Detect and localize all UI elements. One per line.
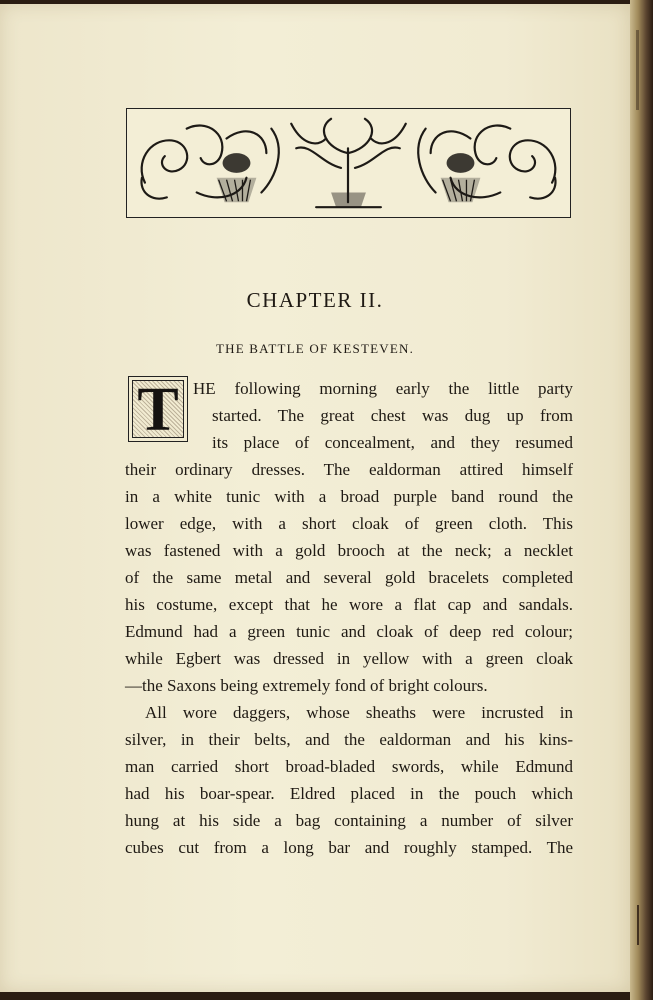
text-line: man carried short broad-bladed swords, while Edmund — [125, 757, 573, 776]
text-line: started. The great chest was dug up from — [212, 406, 573, 425]
text-line: Edmund had a green tunic and cloak of deep red colour; — [125, 622, 573, 641]
text-line: cubes cut from a long bar and roughly stamped. The — [125, 838, 573, 857]
chapter-subtitle: THE BATTLE OF KESTEVEN. — [215, 341, 415, 356]
page-edge — [630, 0, 653, 1000]
text-line: their ordinary dresses. The ealdorman attired himself — [125, 460, 573, 479]
drop-cap — [128, 376, 188, 442]
text-line: hung at his side a bag containing a number of silver — [125, 811, 573, 830]
text-line: of the same metal and several gold bracelets completed — [125, 568, 573, 587]
text-line: its place of concealment, and they resumed — [212, 433, 573, 452]
text-line: silver, in their belts, and the ealdorman and his kins- — [125, 730, 573, 749]
page-edge-mark — [637, 905, 639, 945]
text-line: All wore daggers, whose sheaths were incrusted in — [145, 703, 573, 722]
text-line: had his boar-spear. Eldred placed in the pouch which — [125, 784, 573, 803]
text-line: —the Saxons being extremely fond of bright colours. — [125, 676, 488, 695]
text-line: HE following morning early the little party — [193, 379, 573, 398]
page-edge-mark — [636, 30, 639, 110]
drop-cap-letter: T — [137, 380, 179, 438]
drop-cap-ornament-icon — [132, 380, 184, 438]
text-line: lower edge, with a short cloak of green cloth. This — [125, 514, 573, 533]
text-line: while Egbert was dressed in yellow with a green cloak — [125, 649, 573, 668]
text-line: in a white tunic with a broad purple band round the — [125, 487, 573, 506]
scroll-ornament-icon — [127, 109, 570, 217]
chapter-title: CHAPTER II. — [246, 288, 384, 312]
text-line: his costume, except that he wore a flat cap and sandals. — [125, 595, 573, 614]
header-ornament — [126, 108, 571, 218]
text-line: was fastened with a gold brooch at the neck; a necklet — [125, 541, 573, 560]
